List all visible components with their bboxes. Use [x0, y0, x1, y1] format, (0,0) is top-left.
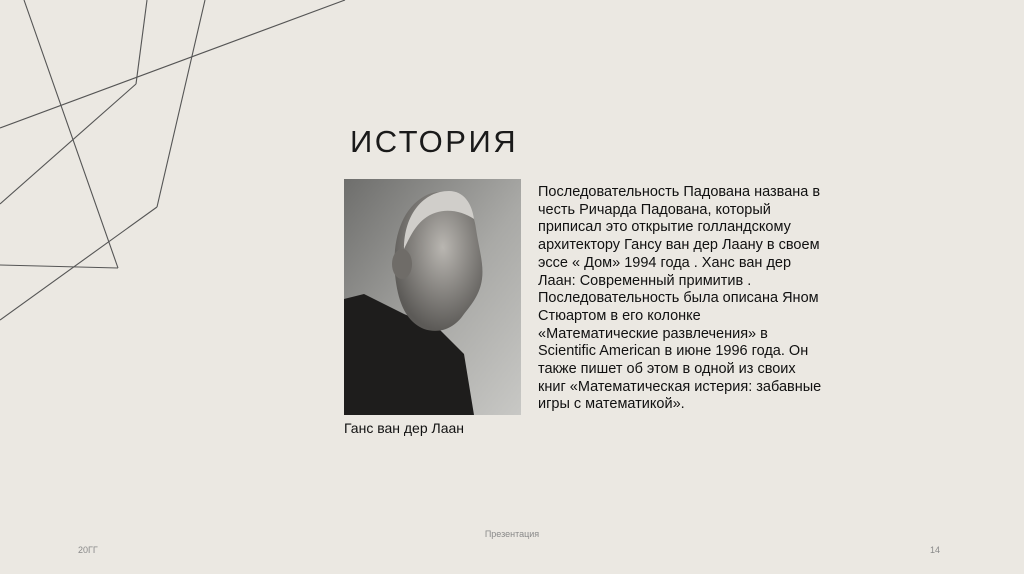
body-line: Scientific American в июне 1996 года. Он — [538, 343, 809, 360]
body-line: Стюартом в его колонке — [538, 307, 701, 324]
footer-presentation-label: Презентация — [484, 529, 540, 539]
body-paragraph — [538, 184, 868, 414]
body-line: честь Ричарда Падована, который — [538, 201, 771, 218]
body-line: книг «Математическая истерия: забавные — [538, 378, 822, 395]
body-line: «Математические развлечения» в — [538, 325, 768, 342]
body-line: также пишет об этом в одной из своих — [538, 361, 796, 378]
body-line: Последовательность Падована названа в — [538, 184, 821, 200]
page-number: 14 — [930, 545, 941, 555]
body-line: архитектору Гансу ван дер Лаану в своем — [538, 237, 820, 254]
body-line: приписал это открытие голландскому — [538, 219, 791, 236]
slide-title: ИСТОРИЯ — [350, 124, 519, 159]
footer-date: 20ГГ — [78, 545, 98, 555]
body-line: игры с математикой». — [538, 396, 685, 413]
body-line: эссе « Дом» 1994 года . Ханс ван дер — [538, 254, 792, 271]
body-line: Последовательность была описана Яном — [538, 290, 819, 307]
portrait-photo — [344, 179, 521, 415]
body-line: Лаан: Современный примитив . — [538, 272, 752, 289]
photo-caption: Ганс ван дер Лаан — [344, 420, 465, 436]
